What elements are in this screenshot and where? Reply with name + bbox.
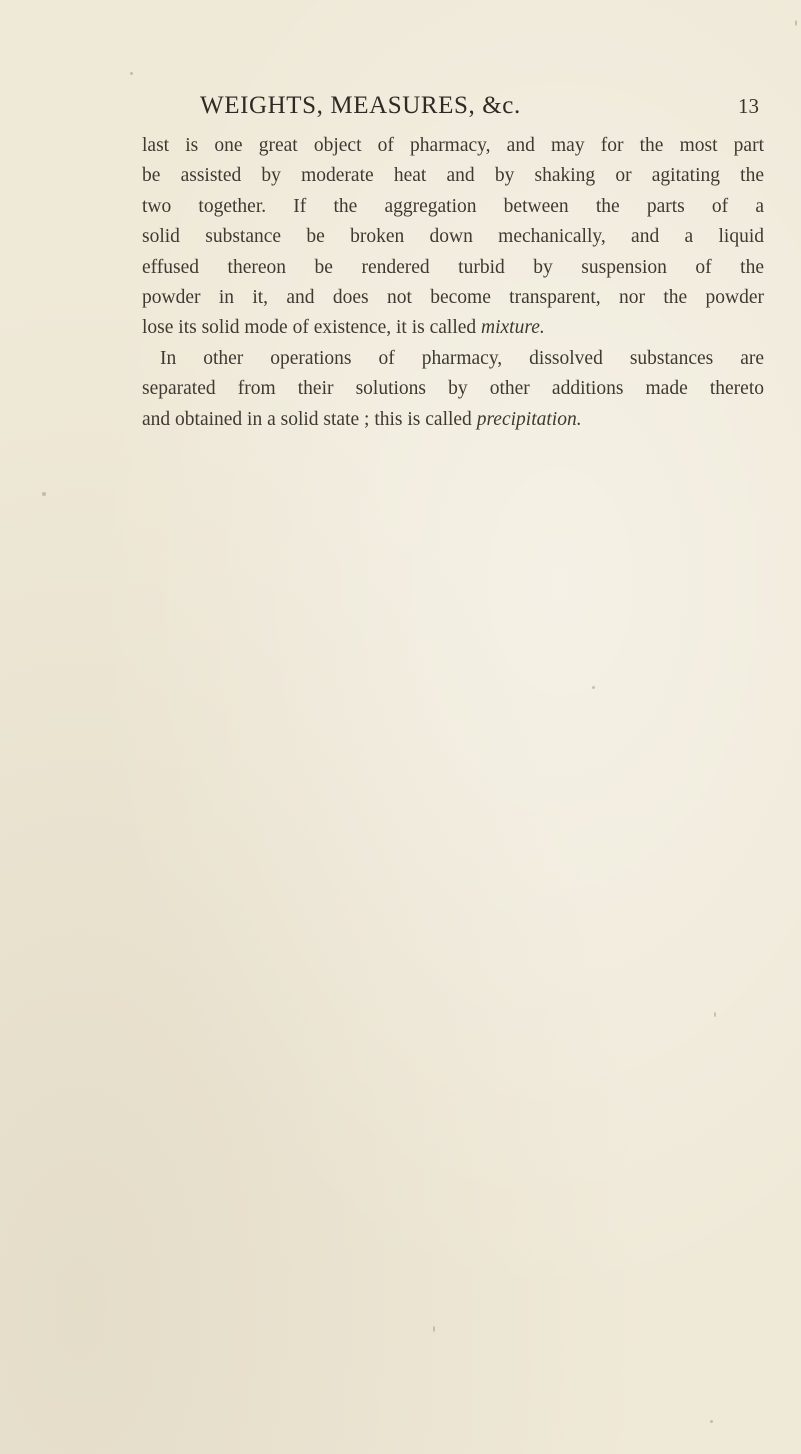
text-line: solid substance be broken down mechanically, and a liquid — [142, 226, 764, 248]
text-line: be assisted by moderate heat and by shaking or agitating the — [142, 165, 764, 187]
paper-speck — [795, 20, 797, 26]
page-number: 13 — [738, 94, 759, 118]
text-fragment: lose its solid mode of existence, it is called — [142, 317, 482, 339]
term-precipitation: precipitation. — [476, 408, 582, 430]
text-line — [142, 405, 764, 435]
term-mixture: mixture. — [481, 317, 545, 339]
paper-speck — [42, 492, 46, 496]
paper-speck — [433, 1326, 435, 1332]
text-line: powder in it, and does not become transparent, nor the powder — [142, 286, 764, 308]
paragraph — [142, 344, 764, 435]
paper-speck — [130, 72, 133, 75]
text-line — [142, 344, 764, 374]
text-line: two together. If the aggregation between the parts of a — [142, 195, 764, 217]
text-line: effused thereon be rendered turbid by suspension of the — [142, 256, 764, 278]
running-title: WEIGHTS, MEASURES, &c. — [200, 92, 521, 119]
paper-speck — [714, 1012, 716, 1017]
text-line — [142, 313, 764, 343]
text-fragment: and obtained in a solid state ; this is called — [142, 408, 477, 430]
body-text — [142, 131, 764, 435]
paper-speck — [710, 1420, 713, 1423]
paragraph — [142, 131, 764, 344]
paper-speck — [592, 686, 595, 689]
text-line: separated from their solutions by other additions made thereto — [142, 378, 764, 400]
text-line: last is one great object of pharmacy, and may for the most part — [142, 135, 764, 156]
page-header — [0, 92, 801, 128]
text-fragment: In other operations of pharmacy, dissolved substances are — [160, 347, 764, 369]
